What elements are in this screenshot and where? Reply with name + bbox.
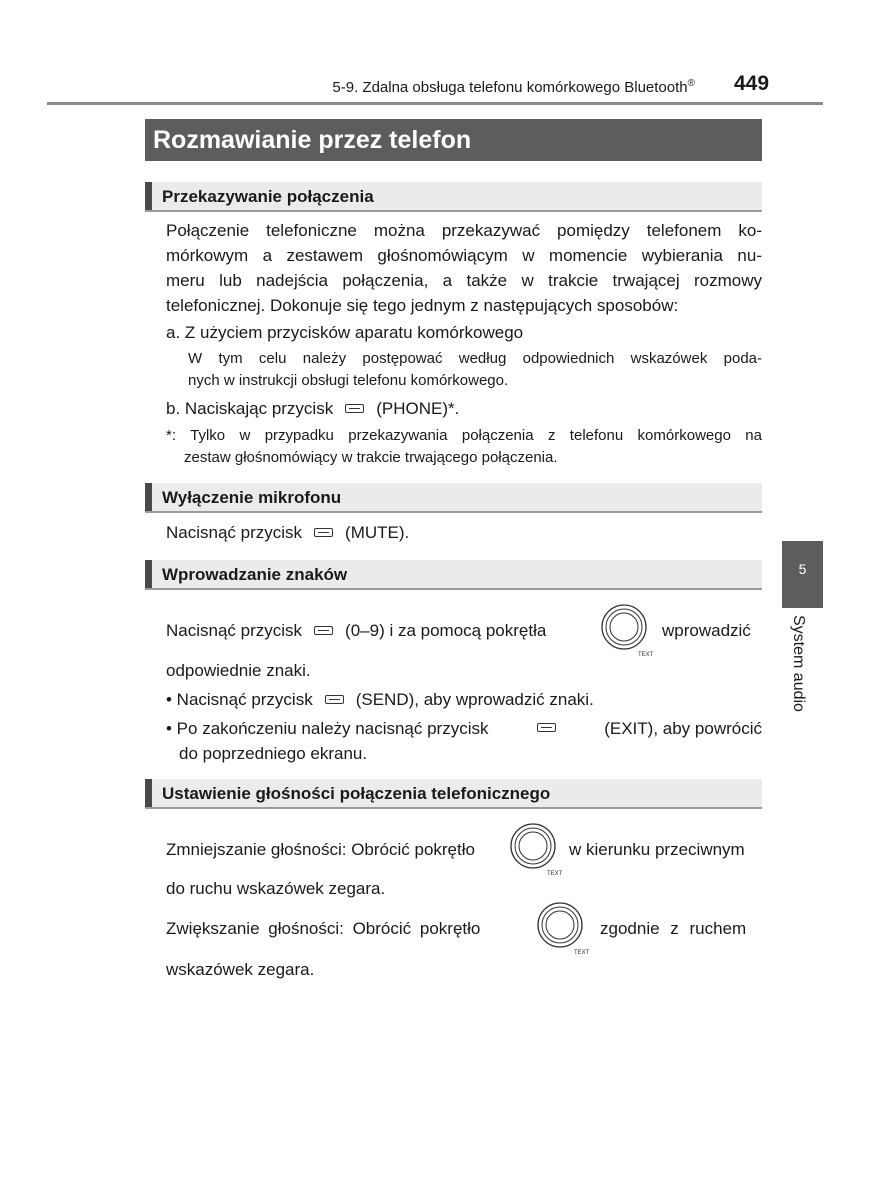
svg-text:TEXT: TEXT [638,652,654,658]
section-heading-transfer: Przekazywanie połączenia [145,182,762,212]
volume-decrease-cont: do ruchu wskazówek zegara. [166,879,386,898]
header-rule [47,102,823,105]
tune-knob-icon [600,603,654,658]
chapter-label: System audio [790,615,807,712]
section-heading-volume: Ustawienie głośności połączenia telefonicznego [145,779,762,809]
chars-bullet-send: • Nacisnąć przycisk (SEND), aby wprowadzić znaki. [166,690,594,709]
svg-text:TEXT: TEXT [547,871,563,877]
transfer-item-b: b. Naciskając przycisk (PHONE)*. [166,399,460,418]
volume-increase-left: Zwiększanie głośności: Obrócić pokrętło [166,919,481,938]
chapter-tab: 5 [782,541,823,608]
tune-knob-icon [509,822,563,877]
digit-button-icon [314,626,333,635]
running-header: 5-9. Zdalna obsługa telefonu komórkowego Bluetooth® [332,78,695,96]
send-button-icon [325,695,344,704]
chars-line1-right: wprowadzić [662,621,751,640]
exit-button-icon [537,723,556,732]
volume-decrease-left: Zmniejszanie głośności: Obrócić pokrętło [166,840,475,859]
transfer-paragraph: Połączenie telefoniczne można przekazywać pomiędzy telefonem ko- mórkowym a zestawem głośnomówiącym w momencie wybierania nu- meru lub nadejścia połączenia, a także w trakcie trwającej rozmowy telefonicznej. Dokonuje się tego jednym z następujących sposobów: [166,221,762,315]
mute-button-icon [314,528,333,537]
page-number: 449 [734,72,770,95]
volume-decrease-right: w kierunku przeciwnym [569,840,745,859]
page-header [0,0,877,110]
transfer-footnote: *: Tylko w przypadku przekazywania połączenia z telefonu komórkowego na zestaw głośnomówiący w trakcie trwającego połączenia. [166,427,762,466]
tune-knob-icon [536,901,590,956]
volume-increase-cont: wskazówek zegara. [166,960,315,979]
transfer-item-a-note: W tym celu należy postępować według odpowiednich wskazówek poda- nych w instrukcji obsługi telefonu komórkowego. [188,350,762,389]
page-title: Rozmawianie przez telefon [145,119,762,161]
chars-line2: odpowiednie znaki. [166,661,311,680]
svg-text:TEXT: TEXT [574,950,590,956]
chars-bullet-exit: • Po zakończeniu należy nacisnąć przycisk (EXIT), aby powrócić do poprzedniego ekranu. [166,719,762,763]
chars-line1-left: Nacisnąć przycisk (0–9) i za pomocą pokrętła [166,621,547,640]
volume-increase-right: zgodnie z ruchem [600,919,747,938]
phone-button-icon [345,404,364,413]
transfer-item-a: a. Z użyciem przycisków aparatu komórkowego [166,323,524,342]
section-heading-mute: Wyłączenie mikrofonu [145,483,762,513]
section-heading-chars: Wprowadzanie znaków [145,560,762,590]
mute-instruction: Nacisnąć przycisk (MUTE). [166,523,410,542]
